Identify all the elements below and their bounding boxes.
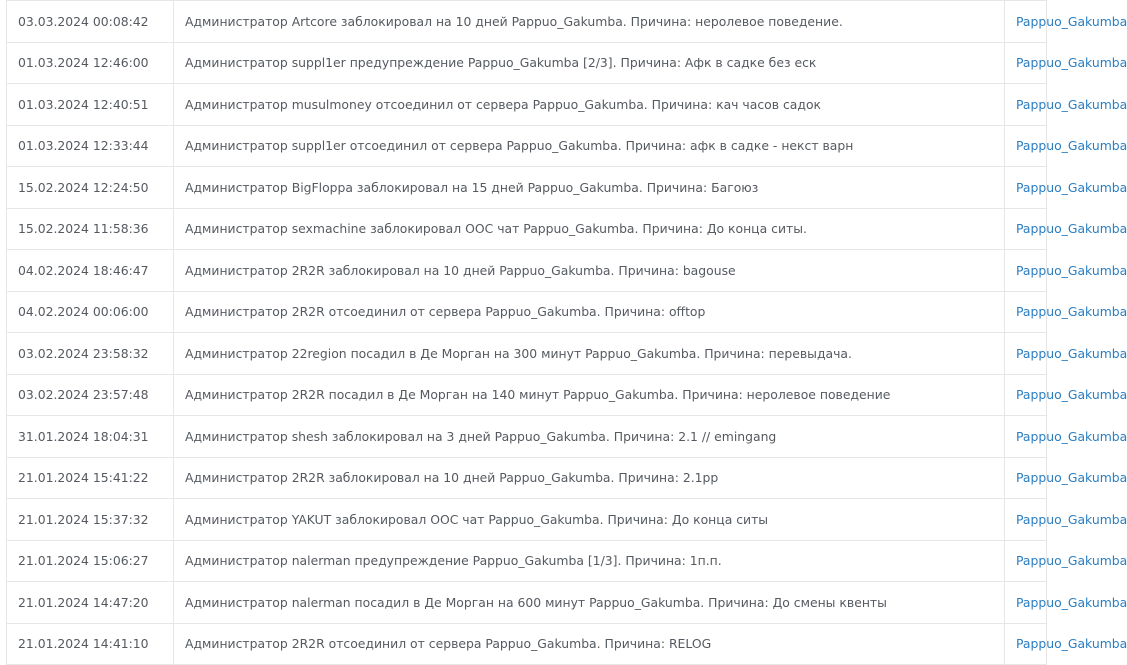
log-date: 03.02.2024 23:58:32 bbox=[7, 333, 174, 375]
table-row bbox=[7, 250, 1047, 292]
table-row bbox=[7, 457, 1047, 499]
log-date: 31.01.2024 18:04:31 bbox=[7, 416, 174, 458]
log-message: Администратор BigFloppa заблокировал на 15 дней Pappuo_Gakumba. Причина: Багоюз bbox=[174, 167, 1005, 209]
log-date: 21.01.2024 14:41:10 bbox=[7, 623, 174, 665]
log-date: 21.01.2024 15:37:32 bbox=[7, 499, 174, 541]
player-link[interactable]: Pappuo_Gakumba bbox=[1005, 582, 1047, 624]
player-link[interactable]: Pappuo_Gakumba bbox=[1005, 42, 1047, 84]
table-row bbox=[7, 582, 1047, 624]
log-date: 15.02.2024 12:24:50 bbox=[7, 167, 174, 209]
player-link[interactable]: Pappuo_Gakumba bbox=[1005, 84, 1047, 126]
log-message: Администратор 2R2R заблокировал на 10 дней Pappuo_Gakumba. Причина: 2.1pp bbox=[174, 457, 1005, 499]
log-message: Администратор 2R2R отсоединил от сервера Pappuo_Gakumba. Причина: RELOG bbox=[174, 623, 1005, 665]
log-date: 01.03.2024 12:40:51 bbox=[7, 84, 174, 126]
player-link[interactable]: Pappuo_Gakumba bbox=[1005, 416, 1047, 458]
player-link[interactable]: Pappuo_Gakumba bbox=[1005, 374, 1047, 416]
log-date: 01.03.2024 12:33:44 bbox=[7, 125, 174, 167]
table-row bbox=[7, 291, 1047, 333]
log-message: Администратор Artcore заблокировал на 10 дней Pappuo_Gakumba. Причина: неролевое поведение. bbox=[174, 1, 1005, 43]
table-row bbox=[7, 167, 1047, 209]
log-table-body bbox=[7, 1, 1127, 665]
table-row bbox=[7, 333, 1047, 375]
table-row bbox=[7, 499, 1047, 541]
player-link[interactable]: Pappuo_Gakumba bbox=[1005, 125, 1047, 167]
player-link[interactable]: Pappuo_Gakumba bbox=[1005, 208, 1047, 250]
player-link[interactable]: Pappuo_Gakumba bbox=[1005, 333, 1047, 375]
log-message: Администратор 2R2R заблокировал на 10 дней Pappuo_Gakumba. Причина: bagouse bbox=[174, 250, 1005, 292]
table-row bbox=[7, 125, 1047, 167]
log-date: 21.01.2024 14:47:20 bbox=[7, 582, 174, 624]
log-message: Администратор sexmachine заблокировал ООС чат Pappuo_Gakumba. Причина: До конца ситы. bbox=[174, 208, 1005, 250]
table-row bbox=[7, 374, 1047, 416]
log-message: Администратор 22region посадил в Де Морган на 300 минут Pappuo_Gakumba. Причина: перевыдача. bbox=[174, 333, 1005, 375]
table-row bbox=[7, 208, 1047, 250]
player-link[interactable]: Pappuo_Gakumba bbox=[1005, 457, 1047, 499]
log-date: 03.03.2024 00:08:42 bbox=[7, 1, 174, 43]
log-date: 04.02.2024 00:06:00 bbox=[7, 291, 174, 333]
player-link[interactable]: Pappuo_Gakumba bbox=[1005, 499, 1047, 541]
table-row bbox=[7, 1, 1047, 43]
player-link[interactable]: Pappuo_Gakumba bbox=[1005, 167, 1047, 209]
punishment-log-table bbox=[6, 0, 1127, 665]
player-link[interactable]: Pappuo_Gakumba bbox=[1005, 291, 1047, 333]
table-row bbox=[7, 42, 1047, 84]
log-message: Администратор suppl1er отсоединил от сервера Pappuo_Gakumba. Причина: афк в садке - некст варн bbox=[174, 125, 1005, 167]
table-row bbox=[7, 540, 1047, 582]
log-message: Администратор suppl1er предупреждение Pappuo_Gakumba [2/3]. Причина: Афк в садке без еск bbox=[174, 42, 1005, 84]
player-link[interactable]: Pappuo_Gakumba bbox=[1005, 1, 1047, 43]
log-message: Администратор nalerman предупреждение Pappuo_Gakumba [1/3]. Причина: 1п.п. bbox=[174, 540, 1005, 582]
log-date: 01.03.2024 12:46:00 bbox=[7, 42, 174, 84]
log-message: Администратор 2R2R посадил в Де Морган на 140 минут Pappuo_Gakumba. Причина: неролевое поведение bbox=[174, 374, 1005, 416]
log-message: Администратор musulmoney отсоединил от сервера Pappuo_Gakumba. Причина: кач часов садок bbox=[174, 84, 1005, 126]
table-row bbox=[7, 416, 1047, 458]
log-date: 21.01.2024 15:41:22 bbox=[7, 457, 174, 499]
log-message: Администратор YAKUT заблокировал ООС чат Pappuo_Gakumba. Причина: До конца ситы bbox=[174, 499, 1005, 541]
log-date: 03.02.2024 23:57:48 bbox=[7, 374, 174, 416]
log-message: Администратор shesh заблокировал на 3 дней Pappuo_Gakumba. Причина: 2.1 // emingang bbox=[174, 416, 1005, 458]
log-date: 15.02.2024 11:58:36 bbox=[7, 208, 174, 250]
log-date: 21.01.2024 15:06:27 bbox=[7, 540, 174, 582]
log-message: Администратор nalerman посадил в Де Морган на 600 минут Pappuo_Gakumba. Причина: До смены квенты bbox=[174, 582, 1005, 624]
table-row bbox=[7, 84, 1047, 126]
log-date: 04.02.2024 18:46:47 bbox=[7, 250, 174, 292]
player-link[interactable]: Pappuo_Gakumba bbox=[1005, 250, 1047, 292]
log-message: Администратор 2R2R отсоединил от сервера Pappuo_Gakumba. Причина: offtop bbox=[174, 291, 1005, 333]
player-link[interactable]: Pappuo_Gakumba bbox=[1005, 540, 1047, 582]
player-link[interactable]: Pappuo_Gakumba bbox=[1005, 623, 1047, 665]
table-row bbox=[7, 623, 1047, 665]
